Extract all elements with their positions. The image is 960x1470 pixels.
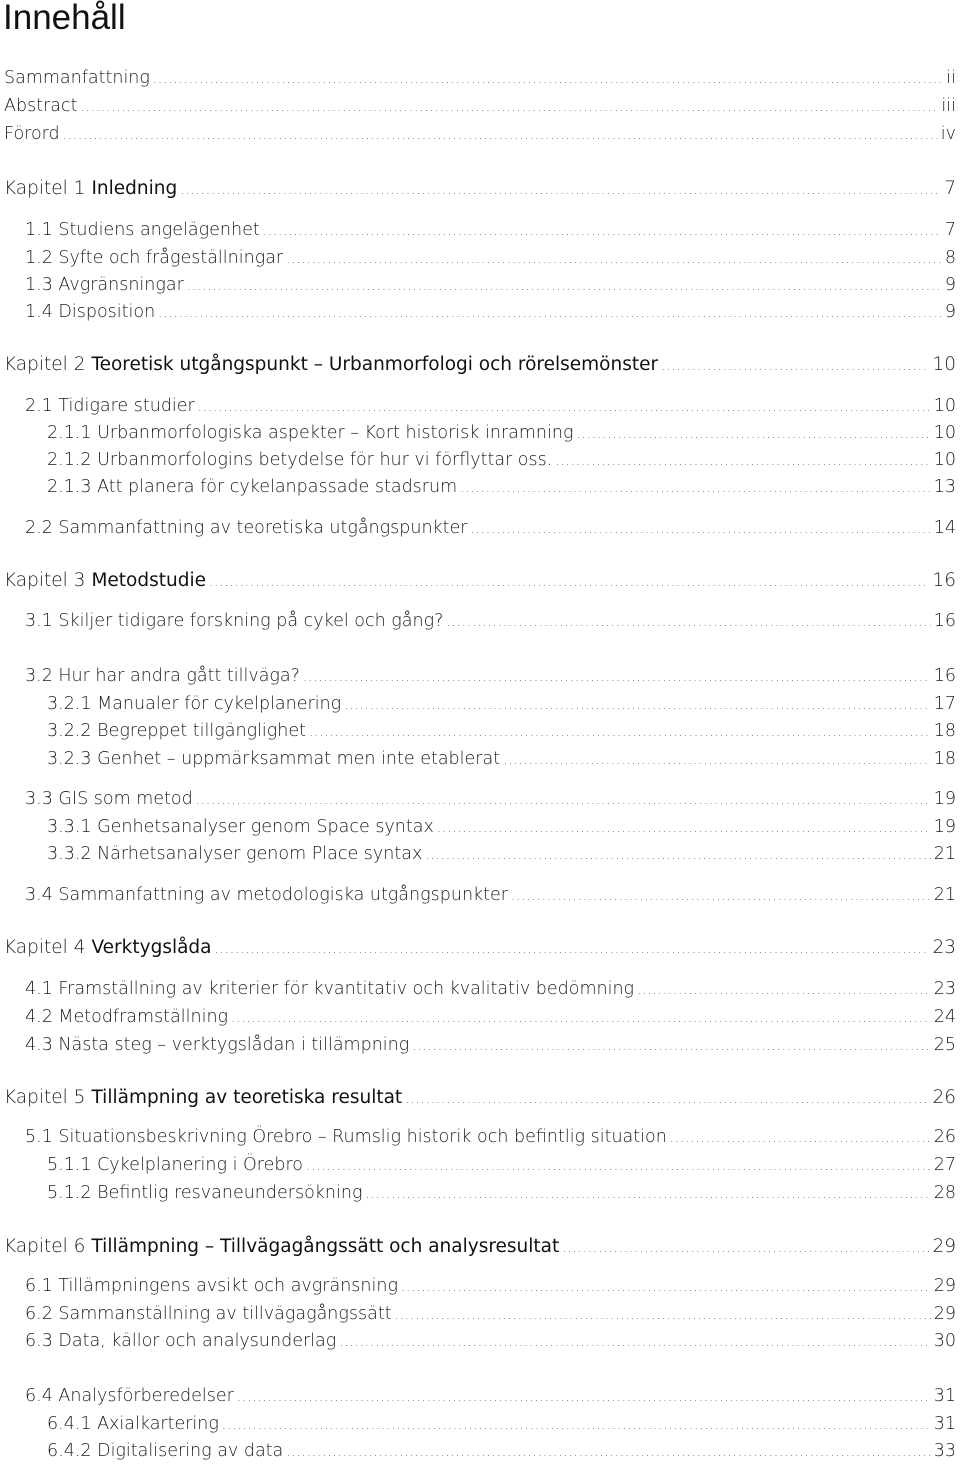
dot-leader — [339, 1335, 930, 1350]
dot-leader — [576, 427, 930, 442]
toc-page-number: 21 — [933, 844, 956, 864]
dot-leader — [158, 306, 942, 321]
dot-leader — [365, 1187, 930, 1202]
dot-leader — [395, 1308, 931, 1323]
toc-entry[interactable] — [25, 885, 956, 911]
toc-page-number: 10 — [933, 423, 956, 443]
toc-chapter-5[interactable] — [4, 1087, 956, 1113]
dot-leader — [637, 983, 931, 998]
toc-entry-label: 3.3.2 Närhetsanalyser genom Place syntax — [47, 844, 423, 864]
toc-entry-label: 2.1.2 Urbanmorfologins betydelse för hur vi förflyttar oss. — [47, 450, 553, 470]
toc-page-number: iv — [940, 124, 956, 144]
toc-page-number: 24 — [933, 1007, 956, 1027]
toc-page-number: 29 — [933, 1304, 956, 1324]
toc-page-number: 10 — [933, 396, 956, 416]
toc-entry[interactable] — [47, 694, 956, 720]
toc-entry-label: 2.1.3 Att planera för cykelanpassade stadsrum — [47, 477, 458, 497]
chapter-title: Verktygslåda — [91, 937, 212, 958]
chapter-number: Kapitel 5 — [4, 1087, 86, 1108]
toc-entry-label: 1.1 Studiens angelägenhet — [25, 220, 260, 240]
toc-entry-label: Sammanfattning — [4, 68, 150, 88]
toc-entry[interactable] — [25, 611, 956, 637]
toc-page-number: 9 — [944, 275, 956, 295]
toc-page-number: 29 — [932, 1236, 956, 1257]
toc-entry[interactable] — [25, 275, 956, 301]
toc-entry-label: 3.2 Hur har andra gått tillväga? — [25, 666, 300, 686]
toc-entry-label: 3.1 Skiljer tidigare forskning på cykel och gång? — [25, 611, 444, 631]
toc-entry-label: 2.2 Sammanfattning av teoretiska utgångspunkter — [25, 518, 468, 538]
toc-page-number: 14 — [933, 518, 956, 538]
dot-leader — [412, 1039, 930, 1054]
toc-entry-label: 5.1.1 Cykelplanering i Örebro — [47, 1155, 303, 1175]
dot-leader — [231, 1011, 931, 1026]
toc-entry[interactable] — [25, 1276, 956, 1302]
toc-page-number: 19 — [933, 789, 956, 809]
toc-entry-label: 6.4.2 Digitalisering av data — [47, 1441, 284, 1461]
toc-page-number: 26 — [933, 1127, 956, 1147]
toc-page-number: 13 — [933, 477, 956, 497]
toc-entry-label: 3.2.2 Begreppet tillgänglighet — [47, 721, 307, 741]
dot-leader — [187, 279, 942, 294]
toc-page-number: 27 — [933, 1155, 956, 1175]
toc-page-number: 16 — [933, 611, 956, 631]
chapter-title: Metodstudie — [91, 570, 206, 591]
toc-page-number: 30 — [933, 1331, 956, 1351]
chapter-number: Kapitel 6 — [4, 1236, 86, 1257]
toc-page-number: 7 — [944, 178, 956, 199]
dot-leader — [344, 698, 931, 713]
dot-leader — [286, 252, 942, 267]
dot-leader — [401, 1280, 931, 1295]
dot-leader — [263, 224, 942, 239]
dot-leader — [303, 670, 931, 685]
chapter-title: Tillämpning – Tillvägagångssätt och analysresultat — [91, 1236, 560, 1257]
toc-entry[interactable] — [47, 1155, 956, 1181]
toc-entry[interactable] — [4, 124, 956, 150]
toc-entry[interactable] — [25, 302, 956, 328]
toc-page-number: 21 — [933, 885, 956, 905]
dot-leader — [661, 359, 929, 374]
toc-entry-label: 3.4 Sammanfattning av metodologiska utgångspunkter — [25, 885, 508, 905]
toc-entry-label: 1.3 Avgränsningar — [25, 275, 184, 295]
toc-entry[interactable] — [47, 423, 956, 449]
toc-entry-label: 1.4 Disposition — [25, 302, 156, 322]
toc-entry-label: 2.1 Tidigare studier — [25, 396, 195, 416]
toc-page-number: 16 — [933, 666, 956, 686]
dot-leader — [503, 753, 931, 768]
dot-leader — [215, 942, 930, 957]
toc-entry[interactable] — [25, 1127, 956, 1153]
chapter-number: Kapitel 3 — [4, 570, 86, 591]
dot-leader — [405, 1092, 929, 1107]
dot-leader — [196, 793, 931, 808]
toc-page-number: 31 — [933, 1386, 956, 1406]
toc-page-number: 25 — [933, 1035, 956, 1055]
toc-page-number: 8 — [944, 248, 956, 268]
dot-leader — [555, 454, 930, 469]
toc-entry[interactable] — [47, 817, 956, 843]
toc-page-number: 18 — [933, 721, 956, 741]
chapter-number: Kapitel 1 — [4, 178, 86, 199]
dot-leader — [471, 522, 931, 537]
toc-page-number: 10 — [933, 450, 956, 470]
dot-leader — [286, 1445, 930, 1460]
toc-entry-label: 1.2 Syfte och frågeställningar — [25, 248, 284, 268]
toc-page-number: 33 — [933, 1441, 956, 1461]
dot-leader — [670, 1131, 931, 1146]
toc-chapter-1[interactable] — [4, 178, 956, 204]
toc-entry-label: 2.1.1 Urbanmorfologiska aspekter – Kort historisk inramning — [47, 423, 574, 443]
chapter-title: Teoretisk utgångspunkt – Urbanmorfologi och rörelsemönster — [91, 354, 659, 375]
dot-leader — [209, 575, 929, 590]
toc-page-number: 7 — [944, 220, 956, 240]
toc-entry[interactable] — [4, 68, 956, 94]
toc-entry[interactable] — [25, 1007, 956, 1033]
dot-leader — [306, 1159, 931, 1174]
toc-entry[interactable] — [25, 1386, 956, 1412]
toc-entry[interactable] — [47, 844, 956, 870]
dot-leader — [425, 848, 930, 863]
toc-entry-label: Förord — [4, 124, 60, 144]
dot-leader — [460, 481, 931, 496]
toc-entry-label: 5.1.2 Befintlig resvaneundersökning — [47, 1183, 363, 1203]
toc-entry[interactable] — [25, 979, 956, 1005]
dot-leader — [222, 1418, 931, 1433]
chapter-number: Kapitel 2 — [4, 354, 86, 375]
toc-entry-label: 3.3 GIS som metod — [25, 789, 193, 809]
dot-leader — [437, 821, 931, 836]
toc-entry[interactable] — [4, 96, 956, 122]
toc-page-number: 17 — [933, 694, 956, 714]
toc-entry-label: 5.1 Situationsbeskrivning Örebro – Rumslig historik och befintlig situation — [25, 1127, 667, 1147]
dot-leader — [180, 183, 941, 198]
toc-page-number: 23 — [932, 937, 956, 958]
dot-leader — [63, 128, 938, 143]
toc-entry-label: 4.1 Framställning av kriterier för kvantitativ och kvalitativ bedömning — [25, 979, 635, 999]
toc-entry-label: 4.3 Nästa steg – verktygslådan i tillämpning — [25, 1035, 410, 1055]
toc-page-number: 10 — [932, 354, 956, 375]
dot-leader — [562, 1241, 929, 1256]
toc-entry[interactable] — [47, 1183, 956, 1209]
toc-entry[interactable] — [25, 1304, 956, 1330]
page-title: Innehåll — [3, 0, 126, 37]
toc-entry[interactable] — [25, 666, 956, 692]
toc-entry[interactable] — [25, 248, 956, 274]
dot-leader — [153, 72, 943, 87]
toc-entry-label: 3.3.1 Genhetsanalyser genom Space syntax — [47, 817, 434, 837]
toc-entry[interactable] — [25, 518, 956, 544]
toc-page-number: iii — [941, 96, 956, 116]
toc-entry[interactable] — [25, 1331, 956, 1357]
toc-chapter-6[interactable] — [4, 1236, 956, 1262]
toc-chapter-3[interactable] — [4, 570, 956, 596]
toc-entry[interactable] — [47, 477, 956, 503]
toc-entry-label: 3.2.3 Genhet – uppmärksammat men inte etablerat — [47, 749, 501, 769]
toc-page-number: 26 — [932, 1087, 956, 1108]
toc-entry-label: 6.4.1 Axialkartering — [47, 1414, 219, 1434]
toc-page-number: 28 — [933, 1183, 956, 1203]
toc-page-number: 16 — [932, 570, 956, 591]
toc-entry-label: 6.4 Analysförberedelser — [25, 1386, 234, 1406]
toc-entry[interactable] — [47, 1414, 956, 1440]
dot-leader — [309, 725, 931, 740]
dot-leader — [446, 615, 930, 630]
dot-leader — [511, 889, 931, 904]
toc-chapter-2[interactable] — [4, 354, 956, 380]
toc-page-number: ii — [946, 68, 956, 88]
toc-entry[interactable] — [25, 1035, 956, 1061]
toc-page-number: 29 — [933, 1276, 956, 1296]
toc-entry[interactable] — [47, 749, 956, 775]
toc-entry-label: 6.2 Sammanställning av tillvägagångssätt — [25, 1304, 392, 1324]
toc-entry-label: 6.1 Tillämpningens avsikt och avgränsning — [25, 1276, 398, 1296]
toc-entry[interactable] — [47, 721, 956, 747]
chapter-number: Kapitel 4 — [4, 937, 86, 958]
toc-entry[interactable] — [47, 450, 956, 476]
toc-page-number: 18 — [933, 749, 956, 769]
toc-entry-label: Abstract — [4, 96, 78, 116]
toc-page-number: 23 — [933, 979, 956, 999]
dot-leader — [198, 400, 931, 415]
toc-entry[interactable] — [25, 396, 956, 422]
toc-entry[interactable] — [25, 220, 956, 246]
dot-leader — [80, 100, 938, 115]
chapter-title: Inledning — [91, 178, 178, 199]
toc-page-number: 31 — [933, 1414, 956, 1434]
chapter-title: Tillämpning av teoretiska resultat — [91, 1087, 403, 1108]
toc-entry[interactable] — [47, 1441, 956, 1467]
toc-page-number: 19 — [933, 817, 956, 837]
toc-entry-label: 4.2 Metodframställning — [25, 1007, 229, 1027]
toc-chapter-4[interactable] — [4, 937, 956, 963]
toc-page-number: 9 — [944, 302, 956, 322]
toc-entry[interactable] — [25, 789, 956, 815]
dot-leader — [237, 1390, 931, 1405]
toc-entry-label: 6.3 Data, källor och analysunderlag — [25, 1331, 337, 1351]
toc-entry-label: 3.2.1 Manualer för cykelplanering — [47, 694, 342, 714]
